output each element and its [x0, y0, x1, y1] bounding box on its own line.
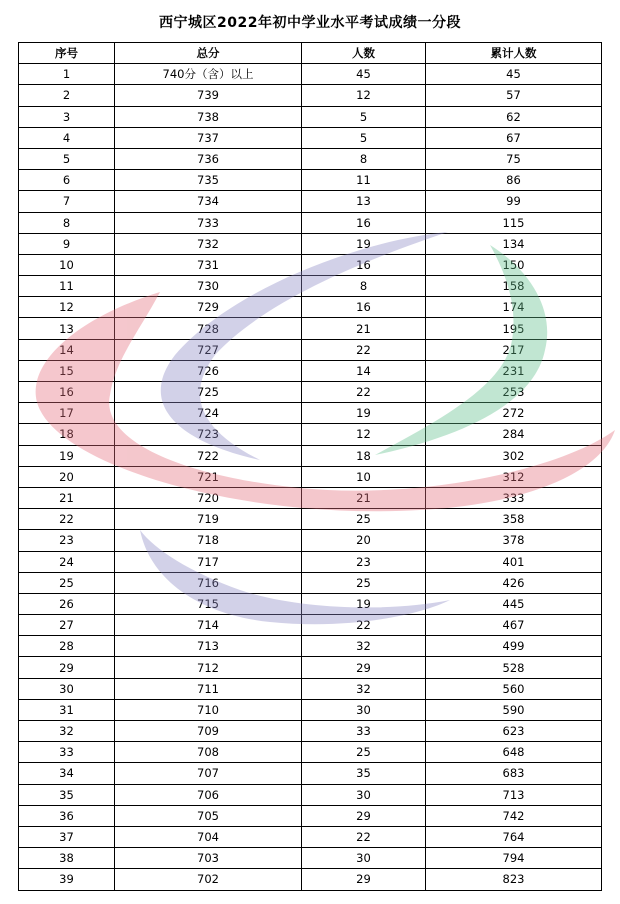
- cell-index: 17: [19, 403, 115, 424]
- table-row: [19, 530, 602, 551]
- cell-cumulative: 713: [426, 784, 602, 805]
- cell-count: 29: [302, 805, 426, 826]
- cell-count: 22: [302, 382, 426, 403]
- cell-total-score: 721: [115, 466, 302, 487]
- cell-cumulative: 62: [426, 106, 602, 127]
- cell-count: 5: [302, 127, 426, 148]
- cell-index: 12: [19, 297, 115, 318]
- cell-index: 22: [19, 509, 115, 530]
- table-row: [19, 742, 602, 763]
- cell-total-score: 728: [115, 318, 302, 339]
- cell-count: 8: [302, 276, 426, 297]
- header-index: 序号: [19, 43, 115, 64]
- cell-total-score: 707: [115, 763, 302, 784]
- table-row: [19, 276, 602, 297]
- cell-index: 30: [19, 678, 115, 699]
- cell-index: 13: [19, 318, 115, 339]
- cell-count: 23: [302, 551, 426, 572]
- table-row: [19, 826, 602, 847]
- cell-index: 8: [19, 212, 115, 233]
- cell-total-score: 714: [115, 615, 302, 636]
- table-row: [19, 403, 602, 424]
- table-row: [19, 699, 602, 720]
- table-row: [19, 509, 602, 530]
- cell-count: 32: [302, 678, 426, 699]
- cell-index: 14: [19, 339, 115, 360]
- cell-count: 21: [302, 487, 426, 508]
- cell-cumulative: 560: [426, 678, 602, 699]
- header-count: 人数: [302, 43, 426, 64]
- cell-count: 30: [302, 699, 426, 720]
- cell-total-score: 705: [115, 805, 302, 826]
- cell-cumulative: 67: [426, 127, 602, 148]
- cell-total-score: 732: [115, 233, 302, 254]
- page-title: 西宁城区2022年初中学业水平考试成绩一分段: [159, 15, 461, 31]
- cell-count: 12: [302, 85, 426, 106]
- cell-total-score: 720: [115, 487, 302, 508]
- cell-count: 19: [302, 233, 426, 254]
- cell-cumulative: 86: [426, 170, 602, 191]
- cell-index: 24: [19, 551, 115, 572]
- cell-cumulative: 358: [426, 509, 602, 530]
- table-row: [19, 445, 602, 466]
- cell-cumulative: 115: [426, 212, 602, 233]
- table-row: [19, 360, 602, 381]
- cell-index: 29: [19, 657, 115, 678]
- cell-index: 38: [19, 848, 115, 869]
- cell-count: 14: [302, 360, 426, 381]
- cell-cumulative: 195: [426, 318, 602, 339]
- cell-count: 30: [302, 784, 426, 805]
- cell-index: 10: [19, 254, 115, 275]
- cell-count: 8: [302, 148, 426, 169]
- table-row: [19, 382, 602, 403]
- cell-index: 27: [19, 615, 115, 636]
- cell-count: 22: [302, 339, 426, 360]
- score-distribution-table: [18, 42, 602, 891]
- table-body: [19, 64, 602, 890]
- cell-count: 18: [302, 445, 426, 466]
- cell-index: 16: [19, 382, 115, 403]
- cell-cumulative: 528: [426, 657, 602, 678]
- cell-cumulative: 683: [426, 763, 602, 784]
- cell-cumulative: 312: [426, 466, 602, 487]
- cell-index: 31: [19, 699, 115, 720]
- cell-total-score: 727: [115, 339, 302, 360]
- cell-total-score: 712: [115, 657, 302, 678]
- table-row: [19, 763, 602, 784]
- cell-total-score: 737: [115, 127, 302, 148]
- table-row: [19, 869, 602, 890]
- table-row: [19, 593, 602, 614]
- cell-total-score: 713: [115, 636, 302, 657]
- cell-count: 13: [302, 191, 426, 212]
- cell-cumulative: 150: [426, 254, 602, 275]
- cell-index: 23: [19, 530, 115, 551]
- cell-cumulative: 174: [426, 297, 602, 318]
- cell-total-score: 719: [115, 509, 302, 530]
- cell-cumulative: 590: [426, 699, 602, 720]
- cell-total-score: 702: [115, 869, 302, 890]
- cell-cumulative: 253: [426, 382, 602, 403]
- cell-count: 16: [302, 254, 426, 275]
- cell-cumulative: 57: [426, 85, 602, 106]
- cell-index: 25: [19, 572, 115, 593]
- cell-index: 9: [19, 233, 115, 254]
- cell-count: 11: [302, 170, 426, 191]
- cell-index: 21: [19, 487, 115, 508]
- cell-count: 33: [302, 721, 426, 742]
- cell-index: 3: [19, 106, 115, 127]
- cell-index: 20: [19, 466, 115, 487]
- cell-total-score: 711: [115, 678, 302, 699]
- cell-cumulative: 648: [426, 742, 602, 763]
- cell-count: 19: [302, 593, 426, 614]
- table-row: [19, 85, 602, 106]
- table-row: [19, 848, 602, 869]
- cell-total-score: 726: [115, 360, 302, 381]
- table-row: [19, 657, 602, 678]
- cell-total-score: 708: [115, 742, 302, 763]
- cell-count: 30: [302, 848, 426, 869]
- cell-count: 10: [302, 466, 426, 487]
- cell-count: 25: [302, 572, 426, 593]
- cell-cumulative: 272: [426, 403, 602, 424]
- cell-cumulative: 45: [426, 64, 602, 85]
- cell-total-score: 716: [115, 572, 302, 593]
- cell-count: 25: [302, 509, 426, 530]
- table-row: [19, 339, 602, 360]
- cell-cumulative: 426: [426, 572, 602, 593]
- cell-count: 22: [302, 826, 426, 847]
- cell-index: 33: [19, 742, 115, 763]
- table-row: [19, 64, 602, 85]
- cell-index: 28: [19, 636, 115, 657]
- table-row: [19, 487, 602, 508]
- cell-index: 19: [19, 445, 115, 466]
- cell-cumulative: 333: [426, 487, 602, 508]
- cell-cumulative: 231: [426, 360, 602, 381]
- cell-cumulative: 823: [426, 869, 602, 890]
- cell-total-score: 729: [115, 297, 302, 318]
- cell-total-score: 717: [115, 551, 302, 572]
- cell-index: 34: [19, 763, 115, 784]
- cell-cumulative: 764: [426, 826, 602, 847]
- table-row: [19, 721, 602, 742]
- table-row: [19, 106, 602, 127]
- cell-cumulative: 499: [426, 636, 602, 657]
- cell-index: 36: [19, 805, 115, 826]
- table-row: [19, 551, 602, 572]
- cell-index: 7: [19, 191, 115, 212]
- cell-total-score: 709: [115, 721, 302, 742]
- cell-total-score: 731: [115, 254, 302, 275]
- cell-total-score: 724: [115, 403, 302, 424]
- cell-cumulative: 378: [426, 530, 602, 551]
- table-row: [19, 254, 602, 275]
- cell-count: 32: [302, 636, 426, 657]
- cell-index: 15: [19, 360, 115, 381]
- cell-count: 29: [302, 657, 426, 678]
- cell-cumulative: 623: [426, 721, 602, 742]
- table-row: [19, 170, 602, 191]
- cell-cumulative: 158: [426, 276, 602, 297]
- table-row: [19, 805, 602, 826]
- cell-index: 35: [19, 784, 115, 805]
- table-row: [19, 127, 602, 148]
- cell-count: 21: [302, 318, 426, 339]
- table-row: [19, 318, 602, 339]
- cell-cumulative: 742: [426, 805, 602, 826]
- table-row: [19, 615, 602, 636]
- table-row: [19, 233, 602, 254]
- cell-index: 5: [19, 148, 115, 169]
- cell-count: 25: [302, 742, 426, 763]
- table-row: [19, 297, 602, 318]
- cell-count: 16: [302, 212, 426, 233]
- cell-index: 11: [19, 276, 115, 297]
- cell-count: 5: [302, 106, 426, 127]
- table-row: [19, 466, 602, 487]
- table-row: [19, 191, 602, 212]
- cell-cumulative: 445: [426, 593, 602, 614]
- cell-total-score: 710: [115, 699, 302, 720]
- cell-count: 35: [302, 763, 426, 784]
- table-row: [19, 212, 602, 233]
- cell-cumulative: 794: [426, 848, 602, 869]
- cell-index: 18: [19, 424, 115, 445]
- cell-total-score: 740分（含）以上: [115, 64, 302, 85]
- cell-count: 16: [302, 297, 426, 318]
- table-row: [19, 572, 602, 593]
- cell-index: 6: [19, 170, 115, 191]
- cell-total-score: 725: [115, 382, 302, 403]
- cell-total-score: 733: [115, 212, 302, 233]
- table-header-row: [19, 43, 602, 64]
- table-row: [19, 424, 602, 445]
- cell-total-score: 734: [115, 191, 302, 212]
- cell-index: 1: [19, 64, 115, 85]
- cell-cumulative: 217: [426, 339, 602, 360]
- cell-index: 4: [19, 127, 115, 148]
- header-cumulative: 累计人数: [426, 43, 602, 64]
- cell-count: 19: [302, 403, 426, 424]
- cell-cumulative: 401: [426, 551, 602, 572]
- cell-count: 20: [302, 530, 426, 551]
- cell-count: 12: [302, 424, 426, 445]
- cell-count: 29: [302, 869, 426, 890]
- cell-total-score: 703: [115, 848, 302, 869]
- cell-total-score: 718: [115, 530, 302, 551]
- cell-total-score: 735: [115, 170, 302, 191]
- table-row: [19, 678, 602, 699]
- cell-cumulative: 467: [426, 615, 602, 636]
- cell-cumulative: 302: [426, 445, 602, 466]
- table-row: [19, 148, 602, 169]
- cell-total-score: 722: [115, 445, 302, 466]
- cell-total-score: 706: [115, 784, 302, 805]
- cell-total-score: 715: [115, 593, 302, 614]
- cell-index: 26: [19, 593, 115, 614]
- cell-cumulative: 134: [426, 233, 602, 254]
- table-row: [19, 784, 602, 805]
- cell-index: 39: [19, 869, 115, 890]
- header-total-score: 总分: [115, 43, 302, 64]
- table-row: [19, 636, 602, 657]
- cell-total-score: 730: [115, 276, 302, 297]
- cell-index: 2: [19, 85, 115, 106]
- cell-cumulative: 99: [426, 191, 602, 212]
- cell-count: 22: [302, 615, 426, 636]
- cell-total-score: 738: [115, 106, 302, 127]
- cell-total-score: 736: [115, 148, 302, 169]
- cell-total-score: 704: [115, 826, 302, 847]
- cell-cumulative: 75: [426, 148, 602, 169]
- cell-index: 37: [19, 826, 115, 847]
- cell-total-score: 723: [115, 424, 302, 445]
- cell-total-score: 739: [115, 85, 302, 106]
- cell-cumulative: 284: [426, 424, 602, 445]
- cell-count: 45: [302, 64, 426, 85]
- cell-index: 32: [19, 721, 115, 742]
